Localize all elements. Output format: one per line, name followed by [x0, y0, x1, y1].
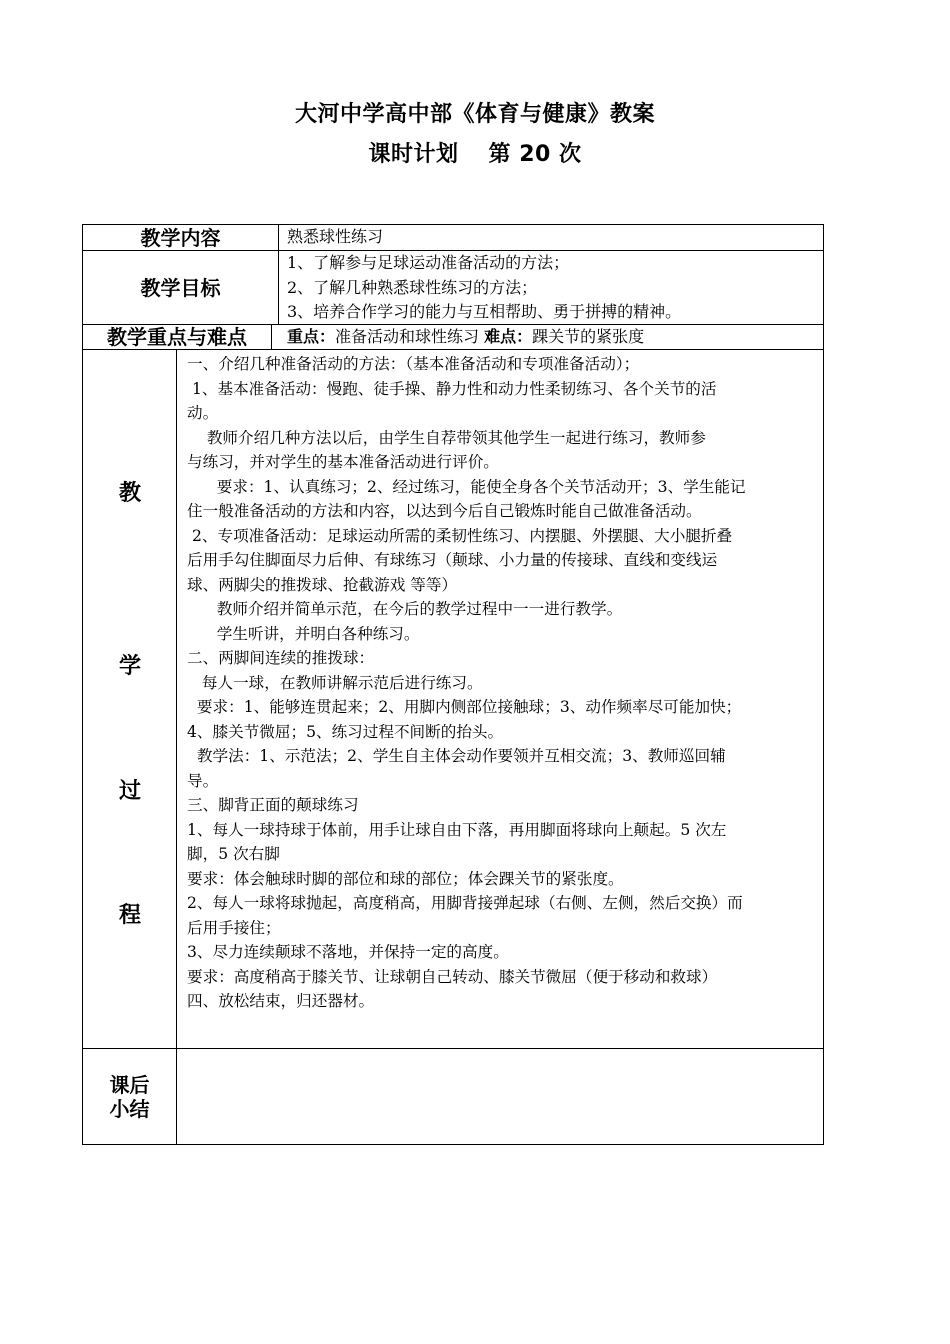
difficulty-value: 踝关节的紧张度: [532, 327, 645, 346]
process-line: 教师介绍几种方法以后，由学生自荐带领其他学生一起进行练习，教师参: [187, 428, 706, 447]
process-line: 三、脚背正面的颠球练习: [187, 796, 359, 814]
process-line: 四、放松结束，归还器材。: [187, 992, 375, 1010]
goal-item: 2、了解几种熟悉球性练习的方法；: [287, 277, 538, 297]
process-label-char: 程: [118, 903, 141, 928]
summary-label-line: 课后: [109, 1072, 150, 1097]
process-line: 2、专项准备活动：足球运动所需的柔韧性练习、内摆腿、外摆腿、大小腿折叠: [187, 526, 733, 545]
subtitle-plan: 课时计划: [368, 142, 459, 167]
column-divider: [278, 224, 279, 325]
process-line: 住一般准备活动的方法和内容，以达到今后自己锻炼时能自己做准备活动。: [187, 502, 702, 520]
summary-label: [83, 1049, 176, 1144]
process-line: 要求：高度稍高于膝关节、让球朝自己转动、膝关节微屈（便于移动和救球）: [187, 967, 718, 986]
goals-list: [287, 251, 681, 325]
keypoints-value: [287, 325, 644, 350]
process-line: 4、膝关节微屈；5、练习过程不间断的抬头。: [187, 722, 504, 741]
process-line: 后用手勾住脚面尽力后伸、有球练习（颠球、小力量的传接球、直线和变线运: [187, 551, 718, 569]
process-line: 导。: [187, 771, 219, 790]
process-line: 1、基本准备活动：慢跑、徒手操、静力性和动力性柔韧练习、各个关节的活: [187, 379, 717, 398]
column-divider: [271, 324, 272, 350]
table-border-bottom: [82, 1144, 824, 1145]
process-content: [187, 352, 817, 1014]
process-label-char: 过: [118, 779, 141, 804]
process-line: 要求：体会触球时脚的部位和球的部位；体会踝关节的紧张度。: [187, 869, 624, 888]
process-line: 2、每人一球将球抛起，高度稍高，用脚背接弹起球（右侧、左侧，然后交换）而: [187, 894, 743, 912]
table-border-right: [823, 224, 824, 1145]
process-label-char: 学: [118, 654, 141, 679]
key-point-label: 重点：: [287, 327, 336, 346]
process-line: 要求：1、能够连贯起来；2、用脚内侧部位接触球；3、动作频率尽可能加快；: [187, 698, 742, 716]
goal-item: 1、了解参与足球运动准备活动的方法；: [287, 253, 570, 272]
summary-label-line: 小结: [109, 1096, 150, 1121]
process-line: 每人一球，在教师讲解示范后进行练习。: [187, 673, 483, 692]
column-divider: [176, 349, 177, 1145]
table-border-left: [82, 224, 83, 1145]
content-value: 熟悉球性练习: [287, 227, 384, 246]
goals-label: 教学目标: [140, 275, 221, 300]
process-line: 球、两脚尖的推拨球、抢截游戏 等等）: [187, 575, 458, 594]
content-label: 教学内容: [140, 225, 221, 250]
process-line: 教师介绍并简单示范，在今后的教学过程中一一进行教学。: [187, 600, 623, 618]
process-line: 脚，5 次右脚: [187, 845, 280, 863]
process-line: 二、两脚间连续的推拨球：: [187, 649, 375, 667]
process-line: 动。: [187, 404, 219, 422]
process-line: 与练习，并对学生的基本准备活动进行评价。: [187, 453, 499, 471]
process-line: 后用手接住；: [187, 918, 281, 937]
page-title: 大河中学高中部《体育与健康》教案: [294, 102, 655, 127]
process-line: 学生听讲，并明白各种练习。: [187, 624, 420, 643]
lesson-subtitle: [0, 137, 950, 168]
process-line: 要求：1、认真练习；2、经过练习，能使全身各个关节活动开；3、学生能记: [187, 477, 746, 496]
process-label-char: 教: [118, 481, 141, 506]
difficulty-label: 难点：: [484, 327, 533, 346]
goal-item: 3、培养合作学习的能力与互相帮助、勇于拼搏的精神。: [287, 302, 682, 322]
keypoints-label: 教学重点与难点: [107, 325, 247, 349]
subtitle-lesson-number: 第 20 次: [488, 142, 582, 167]
process-line: 一、介绍几种准备活动的方法：（基本准备活动和专项准备活动）；: [187, 355, 640, 373]
row-divider: [82, 1048, 824, 1049]
process-line: 3、尽力连续颠球不落地，并保持一定的高度。: [187, 943, 509, 961]
key-point-value: 准备活动和球性练习: [335, 327, 480, 346]
process-line: 1、每人一球持球于体前，用手让球自由下落，再用脚面将球向上颠起。5 次左: [187, 820, 727, 839]
process-line: 教学法：1、示范法；2、学生自主体会动作要领并互相交流；3、教师巡回辅: [187, 747, 726, 765]
